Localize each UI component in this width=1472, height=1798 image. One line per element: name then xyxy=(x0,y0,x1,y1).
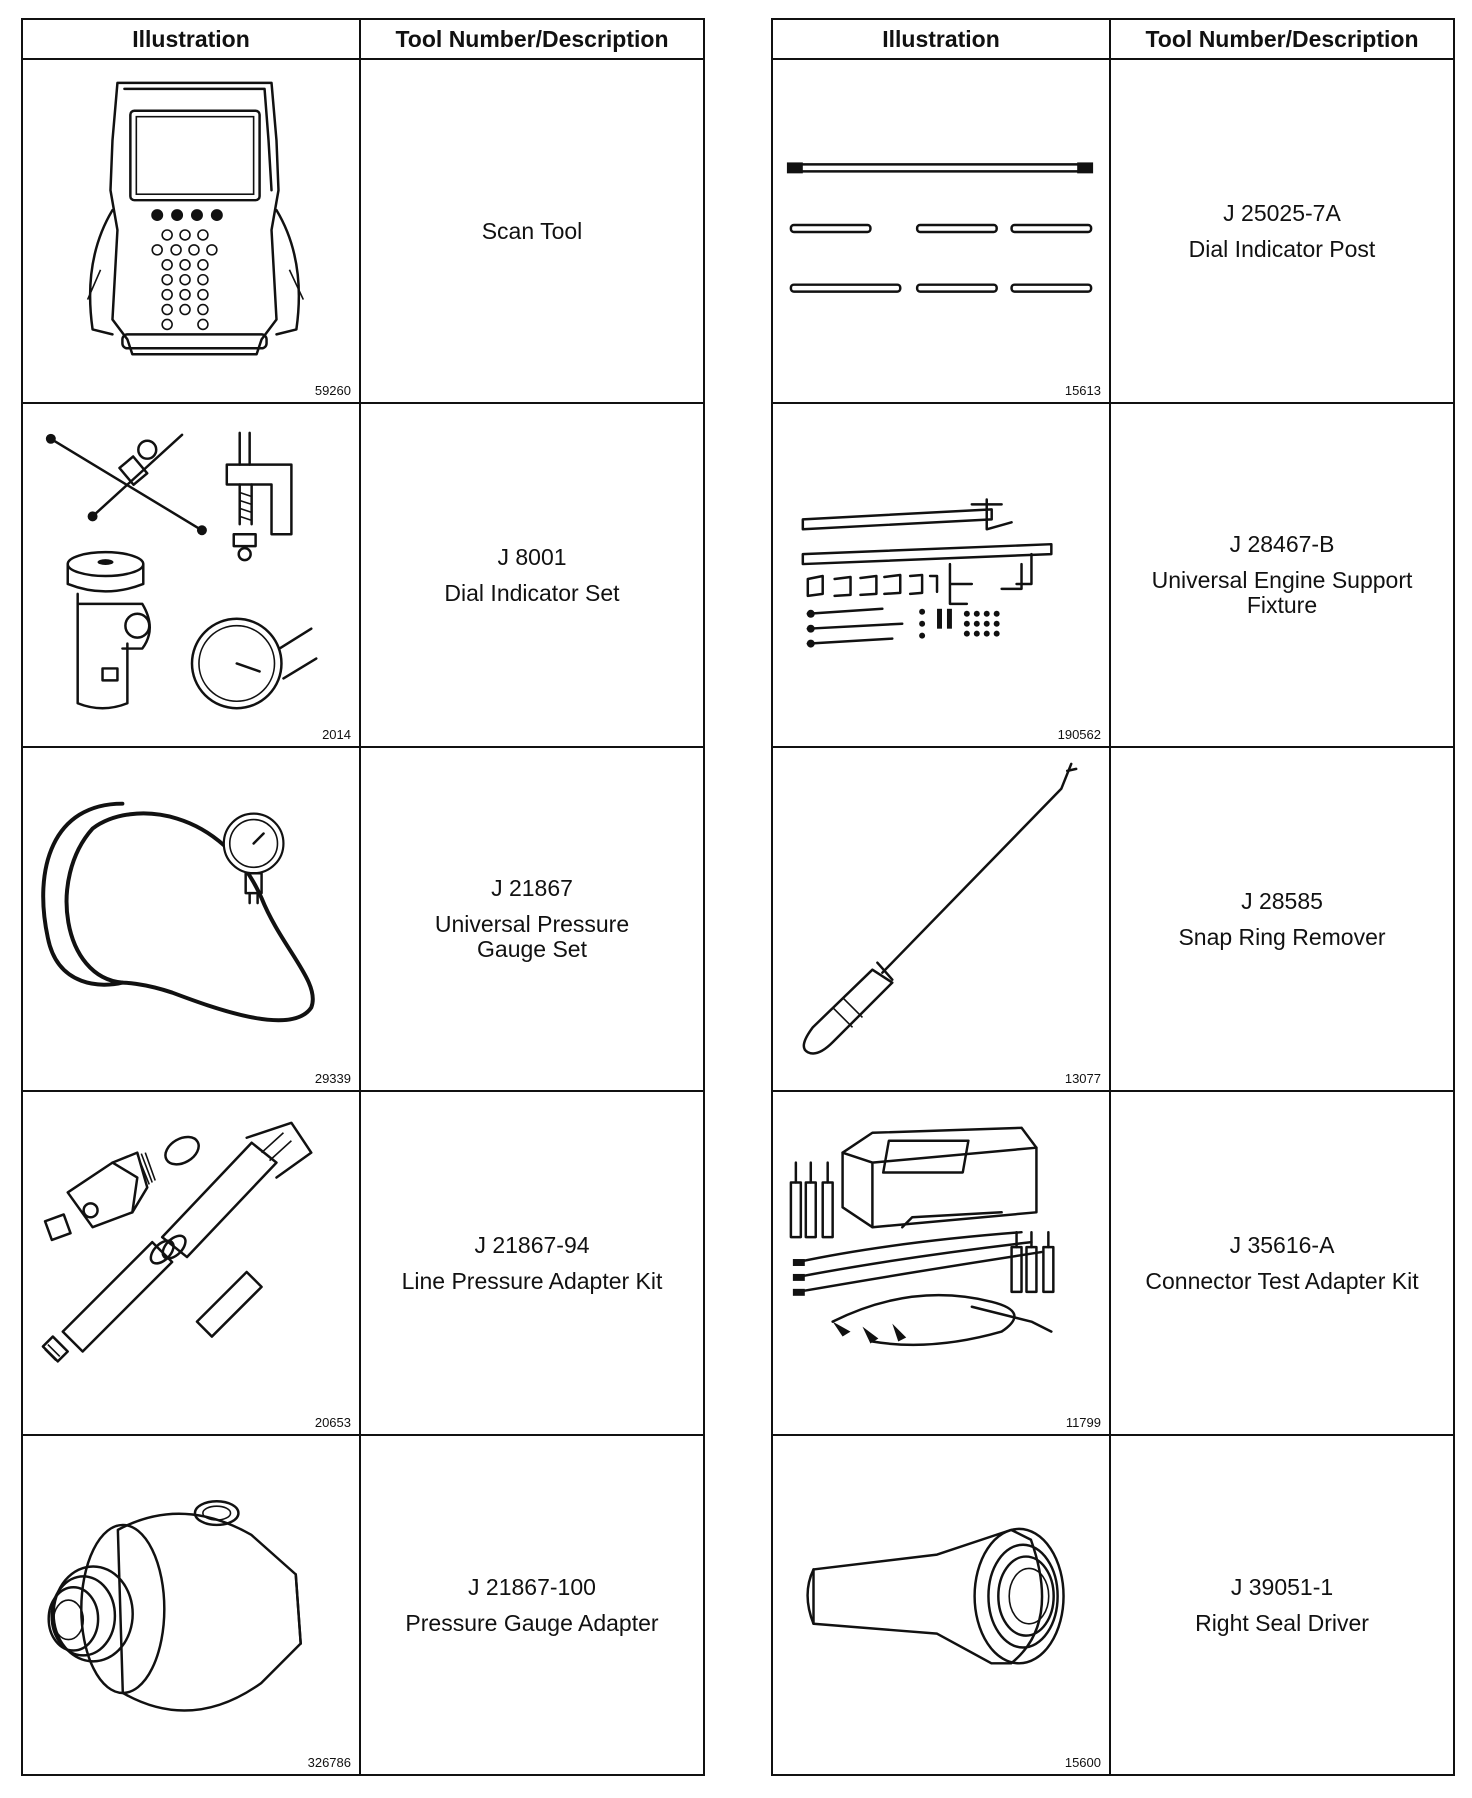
tool-number: J 28585 xyxy=(1241,887,1323,914)
tool-name: Line Pressure Adapter Kit xyxy=(401,1267,663,1294)
tool-number: J 28467-B xyxy=(1229,531,1335,557)
table-row xyxy=(22,403,704,747)
table-row xyxy=(772,1435,1454,1775)
tool-number: J 8001 xyxy=(497,543,567,570)
description-cell xyxy=(1110,59,1454,403)
dial-indicator-post-icon xyxy=(773,60,1109,402)
tool-name: Dial Indicator Set xyxy=(444,579,620,606)
table-row xyxy=(772,747,1454,1091)
tool-header: Tool Number/Description xyxy=(1110,19,1454,59)
table-row xyxy=(772,1091,1454,1435)
tool-number: J 21867 xyxy=(491,875,573,901)
tool-name: Connector Test Adapter Kit xyxy=(1145,1267,1419,1294)
description-cell xyxy=(1110,403,1454,747)
description-cell xyxy=(360,1091,704,1435)
description-cell xyxy=(360,403,704,747)
illustration-cell xyxy=(22,403,360,747)
figure-number: 59260 xyxy=(314,383,351,398)
header-row xyxy=(772,19,1454,59)
description-cell xyxy=(1110,1091,1454,1435)
table-row xyxy=(22,747,704,1091)
figure-number: 15600 xyxy=(1064,1755,1101,1770)
illustration-cell xyxy=(22,1435,360,1775)
description-cell xyxy=(1110,747,1454,1091)
description-cell xyxy=(360,59,704,403)
figure-number: 13077 xyxy=(1064,1071,1101,1086)
snap-ring-remover-icon xyxy=(773,748,1109,1090)
tool-name: Scan Tool xyxy=(481,217,583,244)
dial-indicator-set-icon xyxy=(23,404,359,746)
tool-table-left xyxy=(21,18,705,1776)
tool-name: Right Seal Driver xyxy=(1195,1609,1369,1636)
figure-number: 11799 xyxy=(1065,1415,1101,1430)
tool-name: Universal Engine Support Fixture xyxy=(1151,567,1413,618)
illustration-header: Illustration xyxy=(22,19,360,59)
table-row xyxy=(772,59,1454,403)
tool-name: Dial Indicator Post xyxy=(1188,235,1376,262)
illustration-cell xyxy=(772,747,1110,1091)
figure-number: 190562 xyxy=(1057,727,1101,742)
table-row xyxy=(22,1091,704,1435)
header-row xyxy=(22,19,704,59)
illustration-cell xyxy=(772,403,1110,747)
table-row xyxy=(22,1435,704,1775)
tool-name: Snap Ring Remover xyxy=(1178,923,1386,950)
tool-header: Tool Number/Description xyxy=(360,19,704,59)
tool-name: Universal Pressure Gauge Set xyxy=(434,911,630,962)
line-pressure-adapter-kit-icon xyxy=(23,1092,359,1434)
figure-number: 2014 xyxy=(322,727,351,742)
figure-number: 20653 xyxy=(314,1415,351,1430)
tool-number: J 21867-100 xyxy=(468,1573,596,1600)
connector-test-adapter-kit-icon xyxy=(773,1092,1109,1434)
illustration-cell xyxy=(772,1435,1110,1775)
pressure-gauge-set-icon xyxy=(23,748,359,1090)
scan-tool-icon xyxy=(23,60,359,402)
figure-number: 29339 xyxy=(314,1071,351,1086)
tool-name: Pressure Gauge Adapter xyxy=(405,1609,659,1636)
table-row xyxy=(22,59,704,403)
pressure-gauge-adapter-icon xyxy=(23,1436,359,1774)
table-row xyxy=(772,403,1454,747)
illustration-cell xyxy=(772,1091,1110,1435)
tool-table-right xyxy=(771,18,1455,1776)
tool-number: J 25025-7A xyxy=(1223,199,1341,226)
figure-number: 15613 xyxy=(1064,383,1101,398)
illustration-cell xyxy=(22,59,360,403)
description-cell xyxy=(1110,1435,1454,1775)
description-cell xyxy=(360,747,704,1091)
tool-number: J 35616-A xyxy=(1229,1231,1335,1258)
illustration-header: Illustration xyxy=(772,19,1110,59)
engine-support-fixture-icon xyxy=(773,404,1109,746)
description-cell xyxy=(360,1435,704,1775)
illustration-cell xyxy=(22,1091,360,1435)
tool-number: J 21867-94 xyxy=(474,1231,590,1258)
illustration-cell xyxy=(772,59,1110,403)
illustration-cell xyxy=(22,747,360,1091)
tool-number: J 39051-1 xyxy=(1230,1573,1334,1600)
right-seal-driver-icon xyxy=(773,1436,1109,1774)
figure-number: 326786 xyxy=(307,1755,351,1770)
